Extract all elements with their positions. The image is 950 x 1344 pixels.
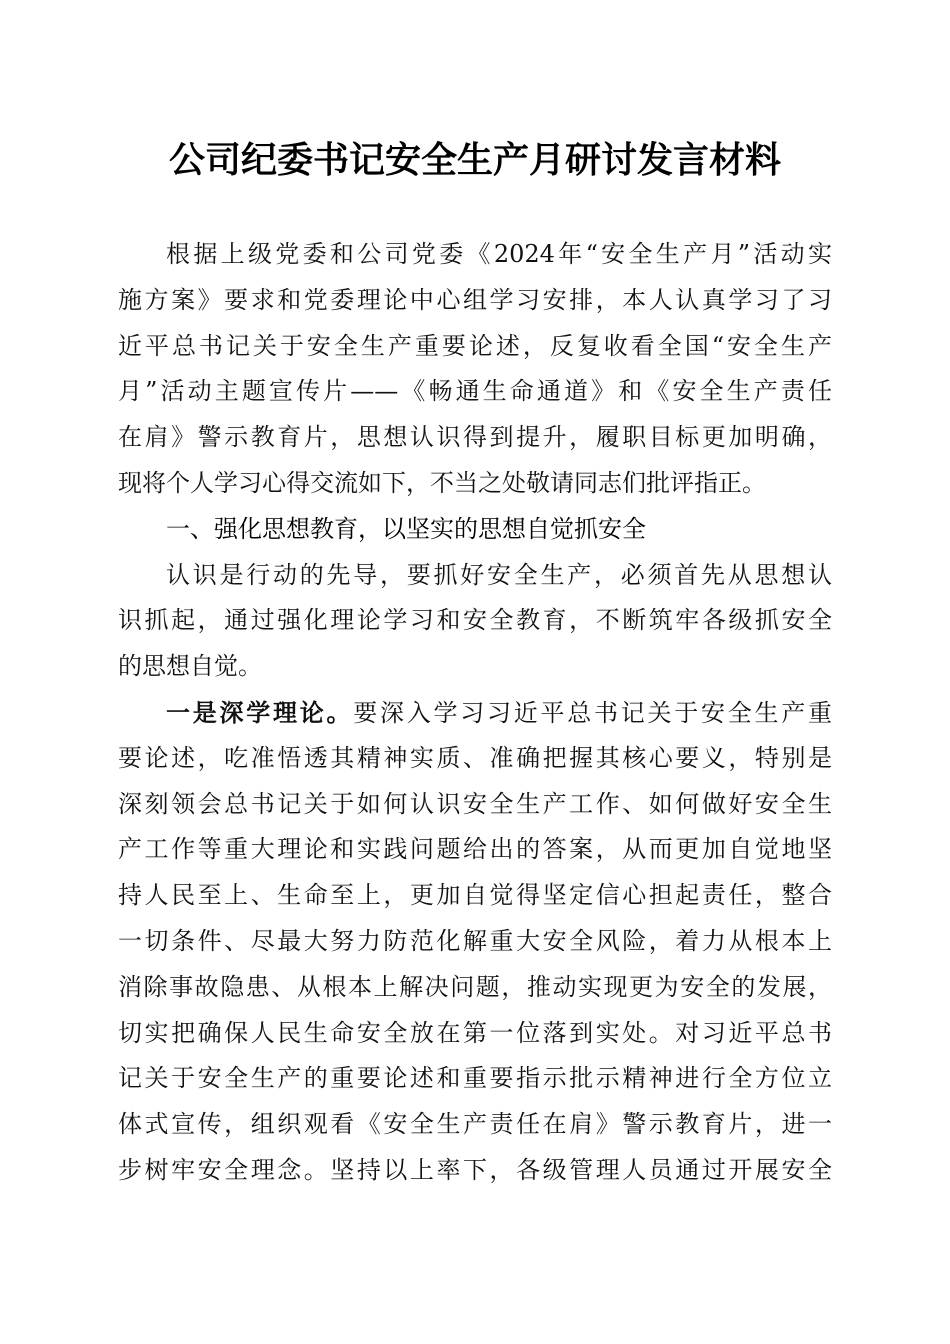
document-title: 公司纪委书记安全生产月研讨发言材料 [168, 139, 781, 181]
paragraph-line: 近平总书记关于安全生产重要论述，反复收看全国“安全生产 [118, 331, 832, 360]
paragraph-line: 步树牢安全理念。坚持以上率下，各级管理人员通过开展安全 [118, 1155, 832, 1184]
paragraph-line: 切实把确保人民生命安全放在第一位落到实处。对习近平总书 [118, 1018, 832, 1047]
paragraph-line: 要论述，吃准悟透其精神实质、准确把握其核心要义，特别是 [118, 743, 832, 772]
section1-paragraph [118, 553, 832, 690]
paragraph-line: 月”活动主题宣传片——《畅通生命通道》和《安全生产责任 [118, 377, 832, 406]
paragraph-line: 体式宣传，组织观看《安全生产责任在肩》警示教育片，进一 [118, 1110, 832, 1139]
paragraph-line: 现将个人学习心得交流如下，不当之处敬请同志们批评指正。 [118, 468, 766, 497]
intro-paragraph [118, 232, 832, 507]
point-text: 要深入学习习近平总书记关于安全生产重 [353, 698, 832, 727]
paragraph-line: 认识是行动的先导，要抓好安全生产，必须首先从思想认 [166, 560, 832, 589]
paragraph-line: 深刻领会总书记关于如何认识安全生产工作、如何做好安全生 [118, 789, 832, 818]
paragraph-line: 记关于安全生产的重要论述和重要指示批示精神进行全方位立 [118, 1064, 832, 1093]
point1-paragraph [118, 690, 832, 1194]
point-lead: 一是深学理论。 [166, 697, 354, 727]
paragraph-line: 根据上级党委和公司党委《2024年“安全生产月”活动实 [166, 240, 832, 268]
section-heading: 一、强化思想教育，以坚实的思想自觉抓安全 [166, 514, 646, 543]
paragraph-line: 消除事故隐患、从根本上解决问题，推动实现更为安全的发展， [118, 972, 832, 1001]
paragraph-line: 的思想自觉。 [118, 652, 262, 681]
paragraph-line: 一切条件、尽最大努力防范化解重大安全风险，着力从根本上 [118, 926, 832, 955]
paragraph-line: 持人民至上、生命至上，更加自觉得坚定信心担起责任，整合 [118, 881, 832, 910]
paragraph-line: 识抓起，通过强化理论学习和安全教育，不断筑牢各级抓安全 [118, 606, 832, 635]
paragraph-line: 在肩》警示教育片，思想认识得到提升，履职目标更加明确， [118, 423, 832, 452]
document-body [118, 232, 832, 1194]
paragraph-line: 产工作等重大理论和实践问题给出的答案，从而更加自觉地坚 [118, 835, 832, 864]
paragraph-line [118, 690, 832, 736]
paragraph-line: 施方案》要求和党委理论中心组学习安排，本人认真学习了习 [118, 285, 832, 314]
